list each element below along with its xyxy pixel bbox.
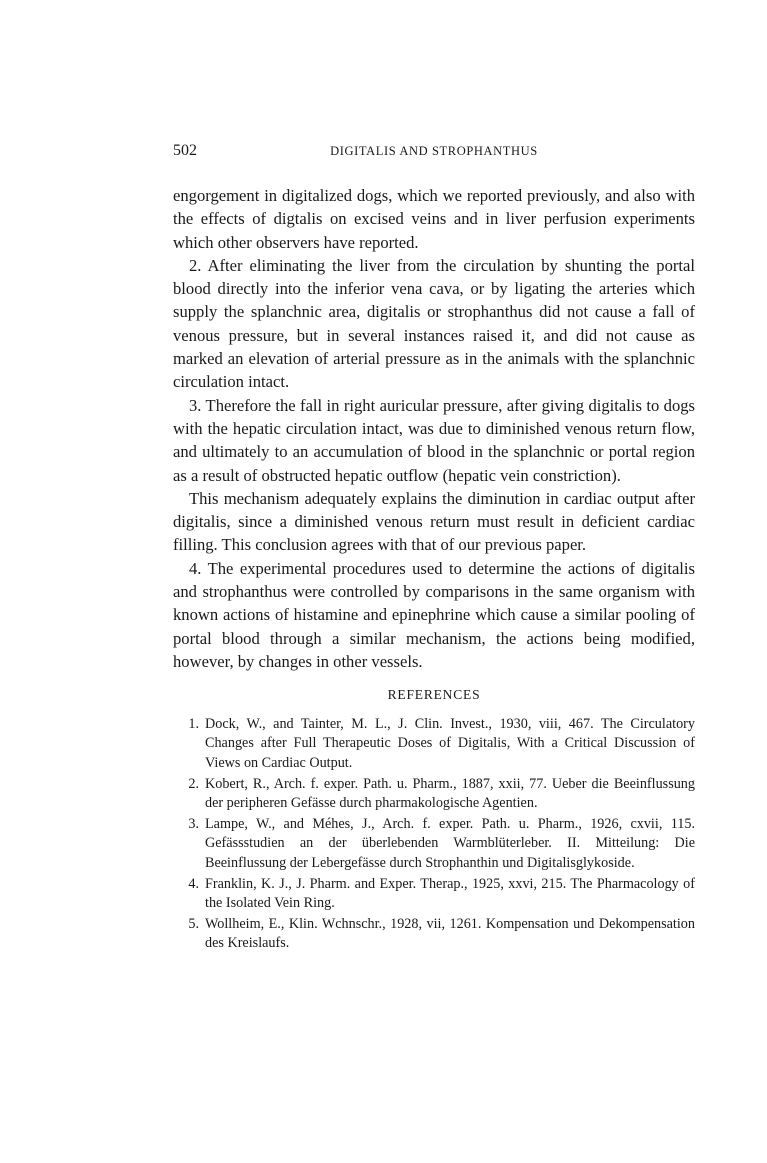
running-title: DIGITALIS AND STROPHANTHUS (330, 144, 538, 158)
reference-item (173, 915, 695, 953)
references-heading: REFERENCES (387, 687, 481, 703)
reference-number: 2. (188, 775, 199, 792)
paragraph-continuation: engorgement in digitalized dogs, which we reported previously, and also with the effects of digtalis on excised veins and in liver perfusion experiments which other observers have reported. (173, 186, 695, 252)
references-list (173, 715, 695, 953)
body-text (173, 184, 695, 673)
reference-number: 1. (188, 716, 199, 733)
reference-item (173, 815, 695, 873)
paragraph-conclusion-2: 2. After eliminating the liver from the circulation by shunting the portal blood directly into the inferior vena cava, or by ligating the arteries which supply the splanchnic area, digitalis or strophanthus did not cause a fall of venous pressure, but in several instances raised it, and did not cause as marked an elevation of arterial pressure as in the animals with the splanchnic circulation intact. (173, 255, 695, 392)
reference-item (173, 875, 695, 913)
running-head (173, 138, 695, 164)
reference-item (173, 775, 695, 813)
reference-text: Franklin, K. J., J. Pharm. and Exper. Therap., 1925, xxvi, 215. The Pharmacology of the Isolated Vein Ring. (205, 875, 695, 912)
journal-page (173, 138, 695, 956)
reference-text: Wollheim, E., Klin. Wchnschr., 1928, vii, 1261. Kompensation und Dekompensation des Kreislaufs. (205, 916, 695, 952)
reference-text: Kobert, R., Arch. f. exper. Path. u. Pharm., 1887, xxii, 77. Ueber die Beeinflussung der peripheren Gefässe durch pharmakologische Agentien. (205, 775, 695, 812)
page-number: 502 (173, 142, 197, 159)
paragraph-conclusion-4: 4. The experimental procedures used to determine the actions of digitalis and strophanthus were controlled by comparisons in the same organism with known actions of histamine and epinephrine which cause a similar pooling of portal blood through a similar mechanism, the actions being modified, however, by changes in other vessels. (173, 558, 695, 671)
reference-number: 4. (188, 875, 199, 892)
reference-number: 3. (188, 816, 199, 833)
paragraph-mechanism: This mechanism adequately explains the diminution in cardiac output after digitalis, since a diminished venous return must result in deficient cardiac filling. This conclusion agrees with that of our previous paper. (173, 488, 695, 555)
paragraph-conclusion-3: 3. Therefore the fall in right auricular pressure, after giving digitalis to dogs with the hepatic circulation intact, was due to diminished venous return flow, and ultimately to an accumulation of blood in the splanchnic or portal region as a result of obstructed hepatic outflow (hepatic vein constriction). (173, 395, 695, 485)
reference-item (173, 715, 695, 773)
reference-text: Lampe, W., and Méhes, J., Arch. f. exper. Path. u. Pharm., 1926, cxvii, 115. Gefässstudien an der überlebenden Warmblüterleber. II. Mitteilung: Die Beeinflussung der Lebergefässe durch Strophanthin und Digitalisglykoside. (205, 816, 695, 871)
reference-number: 5. (188, 916, 199, 933)
reference-text: Dock, W., and Tainter, M. L., J. Clin. Invest., 1930, viii, 467. The Circulatory Changes after Full Therapeutic Doses of Digitalis, With a Critical Discussion of Views on Cardiac Output. (205, 716, 695, 771)
